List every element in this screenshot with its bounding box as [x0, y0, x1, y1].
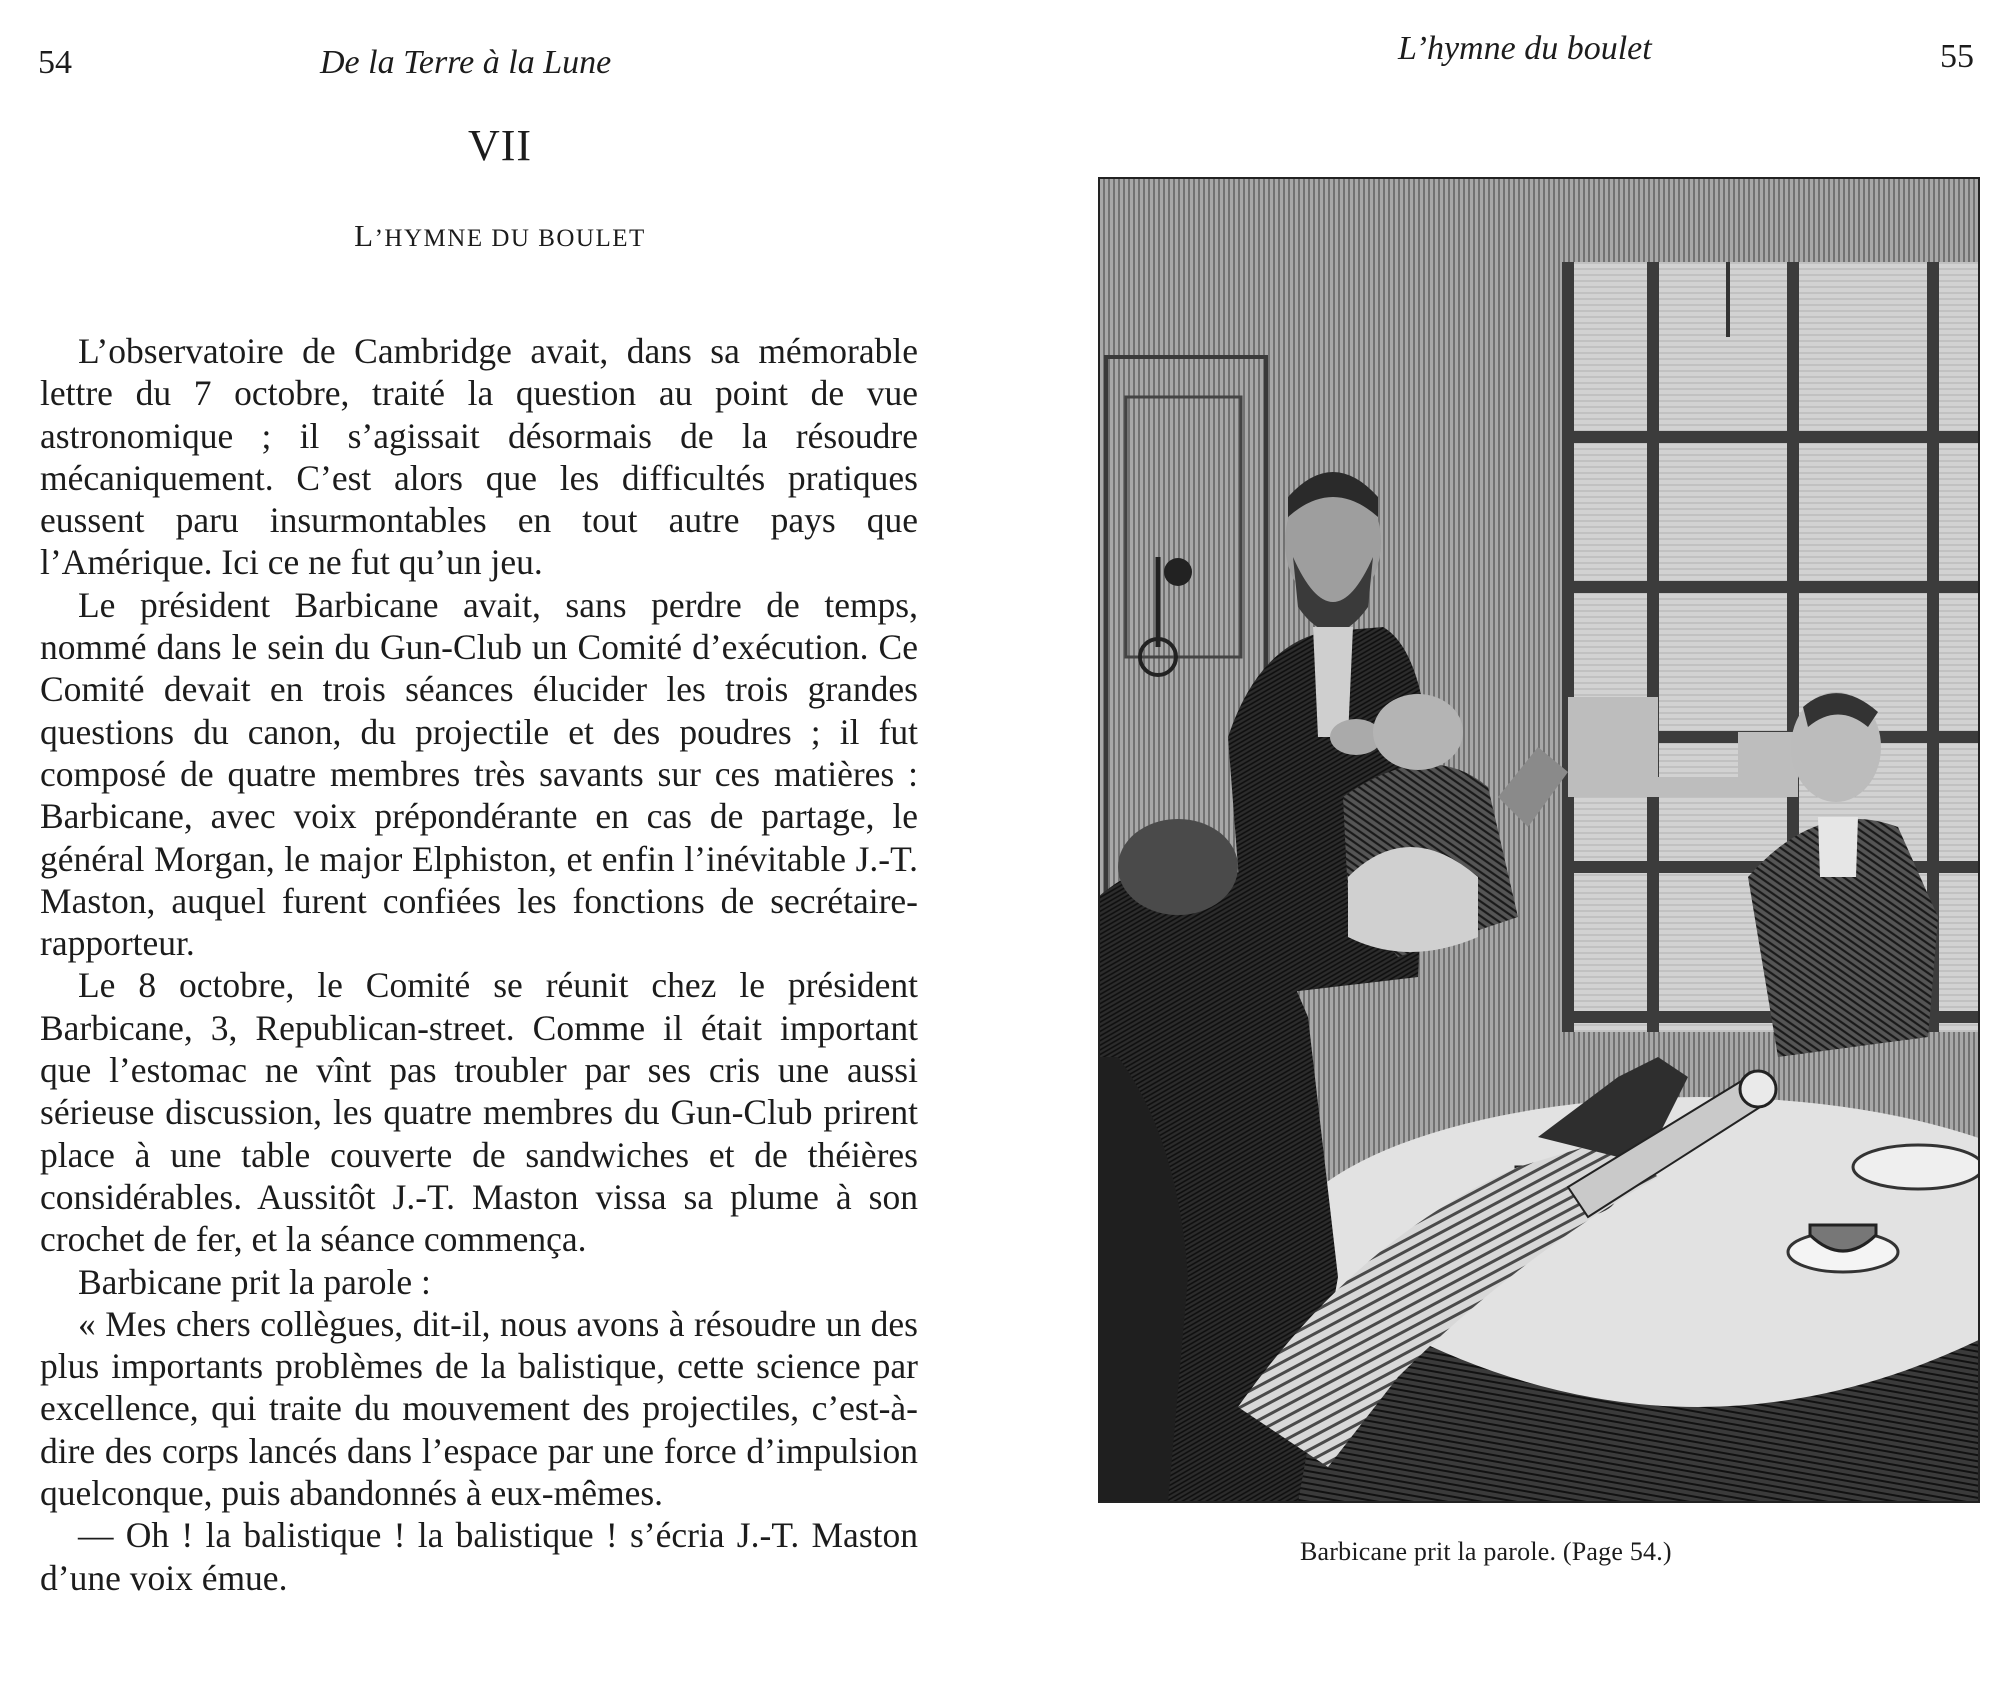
engraving-illustration: [1098, 177, 1980, 1503]
paragraph-4: Barbicane prit la parole :: [78, 1261, 431, 1302]
paragraph-6: — Oh ! la balistique ! la balistique ! s’écria J.-T. Maston d’une voix émue.: [40, 1515, 918, 1598]
right-page: [1000, 0, 2000, 1694]
running-head-right: L’hymne du boulet: [1398, 30, 1652, 67]
engraving-drawing: [1098, 177, 1980, 1503]
page-number-left: 54: [38, 44, 72, 81]
chapter-number-text: VII: [467, 121, 533, 170]
chapter-number: [0, 120, 1000, 171]
page-number-right: 55: [1940, 38, 1974, 75]
paragraph-3: Le 8 octobre, le Comité se réunit chez le président Barbicane, 3, Republican-street. Comme il était important que l’estomac ne vînt pas troubler par ses cris une aussi sérieuse discussion, les quatre membres du Gun-Club prirent place à une table couverte de sandwiches et de théières considérables. Aussitôt J.-T. Maston vissa sa plume à son crochet de fer, et la séance commença.: [40, 965, 918, 1260]
paragraph-1: L’observatoire de Cambridge avait, dans sa mémorable lettre du 7 octobre, traité la question au point de vue astronomique ; il s’agissait désormais de la résoudre mécaniquement. C’est alors que les difficultés pratiques eussent paru insurmontables en tout autre pays que l’Amérique. Ici ce ne fut qu’un jeu.: [40, 331, 918, 583]
running-head-left: De la Terre à la Lune: [320, 44, 612, 81]
chapter-body: [40, 330, 918, 1599]
chapter-title: [0, 218, 1000, 254]
paragraph-5: « Mes chers collègues, dit-il, nous avons à résoudre un des plus importants problèmes de la balistique, cette science par excellence, qui traite du mouvement des projectiles, c’est-à-dire des corps lancés dans l’espace par une force d’impulsion quelconque, puis abandonnés à eux-mêmes.: [40, 1303, 918, 1514]
paragraph-2: Le président Barbicane avait, sans perdre de temps, nommé dans le sein du Gun-Club un Comité d’exécution. Ce Comité devait en trois séances élucider les trois grandes questions du canon, du projectile et des poudres ; il fut composé de quatre membres très savants sur ces matières : Barbicane, avec voix prépondérante en cas de partage, le général Morgan, le major Elphiston, et enfin l’inévitable J.-T. Maston, auquel furent confiées les fonctions de secrétaire-rapporteur.: [40, 584, 918, 964]
chapter-title-rest: ’HYMNE DU BOULET: [374, 225, 646, 252]
illustration-caption: Barbicane prit la parole. (Page 54.): [1300, 1537, 1672, 1566]
chapter-title-initial: L: [354, 218, 375, 253]
